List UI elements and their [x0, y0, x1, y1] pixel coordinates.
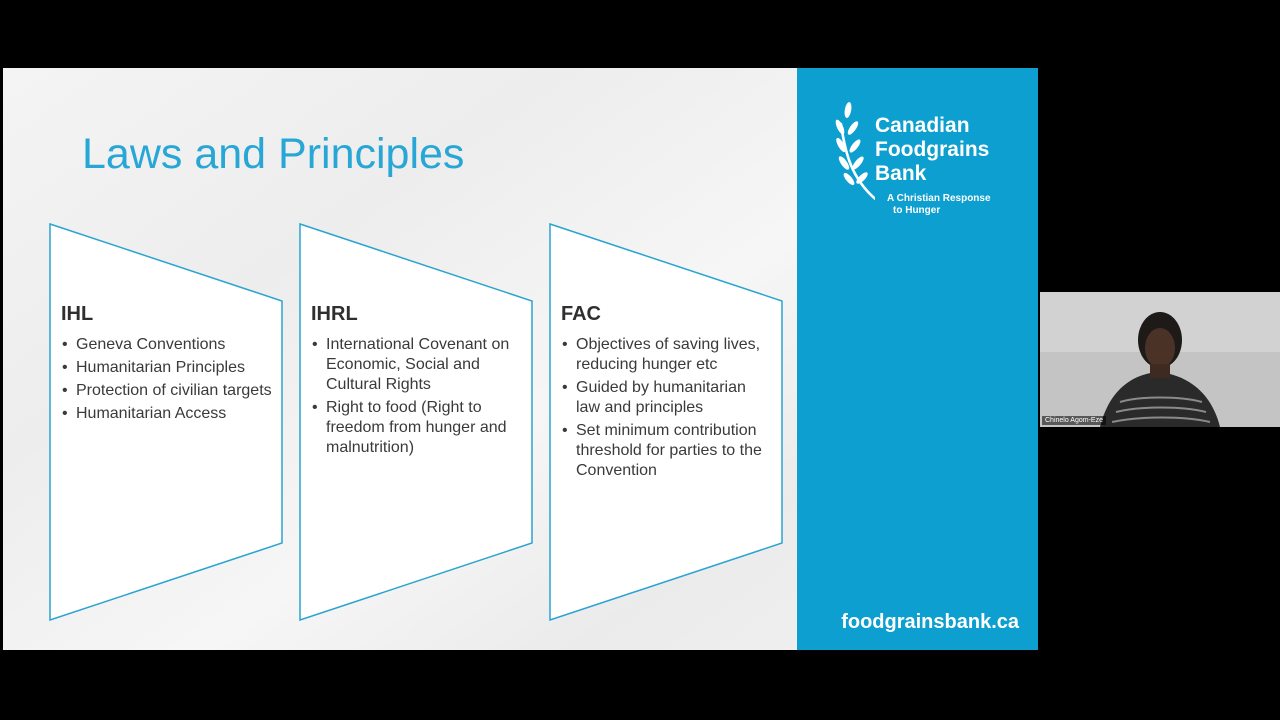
chevron-column-fac — [549, 223, 783, 621]
bullet-list — [61, 335, 273, 424]
list-item — [311, 398, 523, 458]
chevron-column-ihrl — [299, 223, 533, 621]
list-item — [61, 404, 273, 424]
brand-name-line: Canadian — [875, 114, 970, 137]
shared-slide — [3, 68, 1038, 650]
bullet-icon: • — [562, 422, 568, 439]
list-item-text: International Covenant on Economic, Social and Cultural Rights — [326, 336, 510, 393]
chevron-column-ihl — [49, 223, 283, 621]
list-item — [311, 335, 523, 395]
slide-content — [3, 68, 797, 650]
list-item-text: Objectives of saving lives, reducing hunger etc — [576, 336, 761, 373]
brand-name-line: Foodgrains — [875, 138, 990, 161]
column-heading: IHRL — [311, 303, 358, 325]
brand-tagline-line: to Hunger — [893, 205, 941, 216]
list-item-text: Geneva Conventions — [76, 336, 226, 353]
bullet-icon: • — [62, 359, 68, 376]
participant-video-feed — [1040, 292, 1280, 427]
chevron-content — [561, 301, 773, 484]
bullet-icon: • — [312, 399, 318, 416]
list-item-text: Humanitarian Access — [76, 405, 227, 422]
list-item — [61, 358, 273, 378]
chevron-content — [311, 301, 523, 461]
list-item — [561, 421, 773, 481]
wheat-icon — [833, 102, 875, 206]
bullet-icon: • — [62, 382, 68, 399]
bullet-icon: • — [562, 379, 568, 396]
participant-name-label: Chinelo Agom-Eze — [1042, 416, 1106, 425]
bullet-icon: • — [62, 336, 68, 353]
chevron-content — [61, 301, 273, 427]
column-heading: FAC — [561, 303, 601, 325]
list-item-text: Protection of civilian targets — [76, 382, 272, 399]
brand-name — [875, 114, 989, 186]
list-item — [61, 335, 273, 355]
column-heading: IHL — [61, 303, 94, 325]
bullet-icon: • — [562, 336, 568, 353]
list-item-text: Humanitarian Principles — [76, 359, 245, 376]
bullet-icon: • — [62, 405, 68, 422]
list-item — [61, 381, 273, 401]
list-item-text: Right to food (Right to freedom from hunger and malnutrition) — [326, 399, 507, 456]
website-url: foodgrainsbank.ca — [841, 611, 1019, 633]
bullet-list — [561, 335, 773, 481]
brand-panel — [797, 68, 1038, 650]
bullet-list — [311, 335, 523, 458]
list-item-text: Set minimum contribution threshold for parties to the Convention — [576, 422, 762, 479]
bullet-icon: • — [312, 336, 318, 353]
brand-name-line: Bank — [875, 162, 927, 185]
brand-logo — [833, 102, 1023, 222]
list-item-text: Guided by humanitarian law and principles — [576, 379, 746, 416]
slide-title: Laws and Principles — [82, 130, 465, 178]
list-item — [561, 335, 773, 375]
brand-tagline-line: A Christian Response — [887, 193, 991, 204]
participant-video-tile[interactable] — [1040, 292, 1280, 427]
brand-tagline — [887, 193, 991, 217]
list-item — [561, 378, 773, 418]
